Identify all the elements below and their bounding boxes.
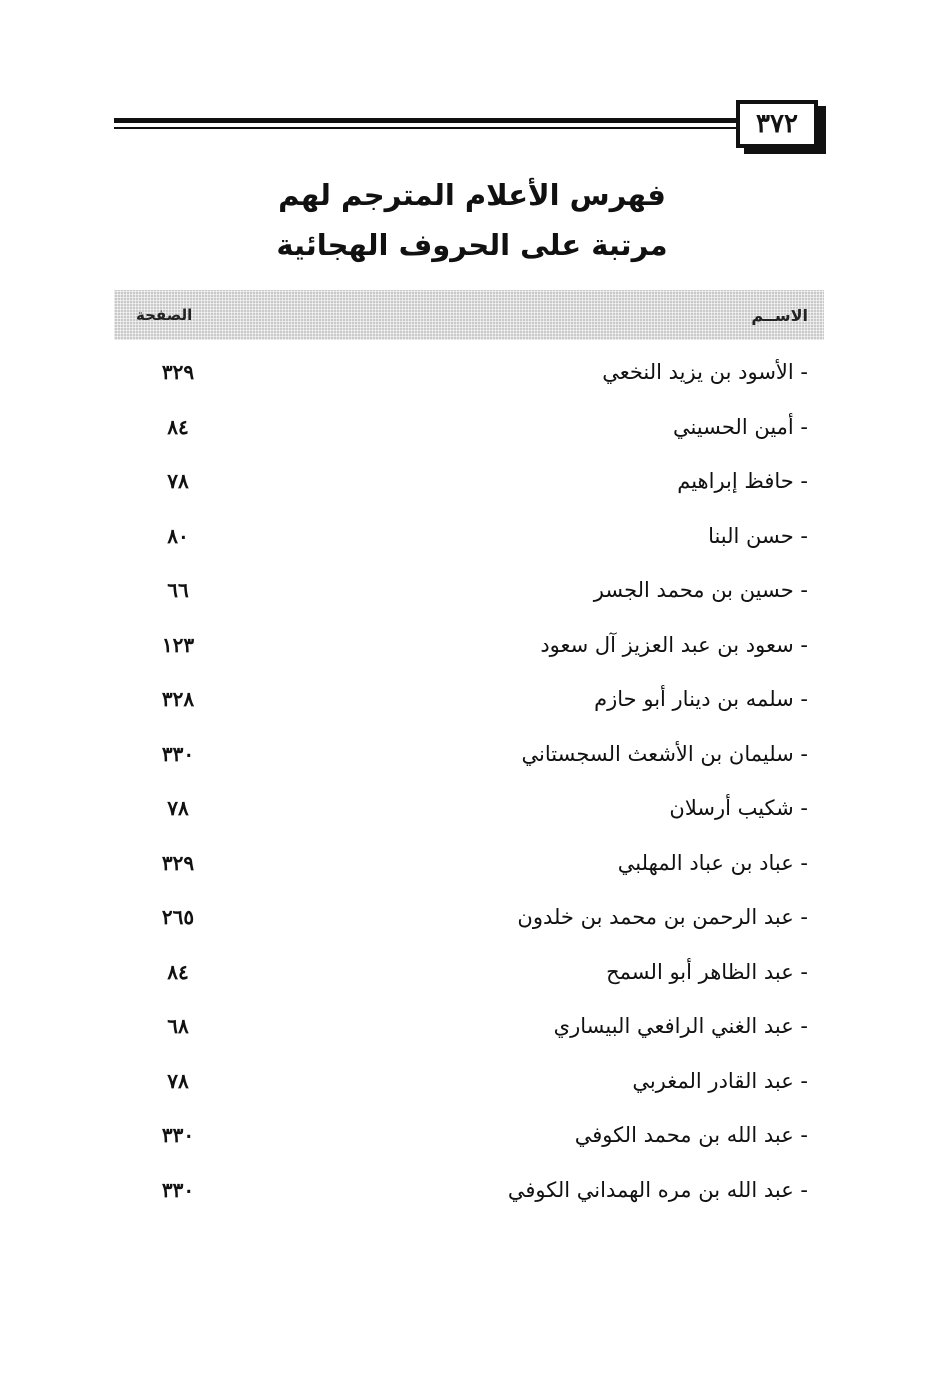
entry-page: ٣٢٨ [161, 687, 195, 711]
index-row [114, 459, 824, 514]
entry-page: ٨٠ [167, 523, 189, 548]
index-row [114, 568, 824, 623]
entry-name: - حافظ إبراهيم [677, 469, 808, 493]
entry-page: ٧٨ [167, 469, 189, 493]
entry-name: - الأسود بن يزيد النخعي [602, 360, 808, 384]
entry-page: ٣٢٩ [161, 360, 195, 384]
entry-name: - عبد الله بن محمد الكوفي [574, 1123, 808, 1147]
entry-page: ٣٣٠ [161, 741, 195, 766]
header-rule-thick [114, 118, 738, 123]
index-row [114, 405, 824, 460]
entry-name: - حسين بن محمد الجسر [593, 578, 808, 602]
entry-page: ١٢٣ [161, 632, 195, 657]
entry-name: - سليمان بن الأشعث السجستاني [521, 741, 808, 766]
entry-page: ٣٣٠ [161, 1123, 195, 1147]
column-header-page: الصفحة [136, 306, 193, 324]
index-row [114, 514, 824, 569]
index-row [114, 1004, 824, 1059]
table-header [114, 290, 824, 340]
entry-name: - عبد القادر المغربي [632, 1068, 808, 1093]
index-row [114, 677, 824, 732]
entry-name: - شكيب أرسلان [669, 796, 808, 820]
index-entries [114, 350, 824, 1222]
entry-name: - حسن البنا [708, 523, 808, 548]
entry-page: ٨٤ [167, 414, 189, 439]
index-row [114, 732, 824, 787]
index-row [114, 350, 824, 405]
page-number: ٣٧٢ [736, 100, 818, 148]
entry-page: ٦٦ [167, 578, 189, 602]
entry-name: - عبد الرحمن بن محمد بن خلدون [517, 905, 808, 929]
index-row [114, 1059, 824, 1114]
entry-name: - عبد الغني الرافعي البيساري [553, 1014, 808, 1038]
entry-page: ٦٨ [167, 1014, 189, 1038]
index-row [114, 623, 824, 678]
index-row [114, 1113, 824, 1168]
index-row [114, 895, 824, 950]
entry-name: - سعود بن عبد العزيز آل سعود [540, 632, 808, 657]
entry-name: - أمين الحسيني [672, 414, 808, 439]
entry-name: - عبد الله بن مره الهمداني الكوفي [507, 1177, 808, 1202]
entry-page: ٢٦٥ [161, 905, 195, 929]
index-row [114, 786, 824, 841]
header-rule-thin [114, 127, 738, 129]
entry-name: - سلمه بن دينار أبو حازم [594, 687, 808, 711]
index-row [114, 950, 824, 1005]
entry-page: ٨٤ [167, 959, 189, 984]
entry-page: ٧٨ [167, 796, 189, 820]
entry-page: ٧٨ [167, 1068, 189, 1093]
entry-name: - عبد الظاهر أبو السمح [606, 959, 808, 984]
column-header-name: الاســم [751, 306, 808, 325]
entry-page: ٣٢٩ [161, 850, 195, 875]
index-title: فهرس الأعلام المترجم لهم [278, 178, 666, 212]
entry-name: - عباد بن عباد المهلبي [617, 850, 808, 875]
index-row [114, 1168, 824, 1223]
index-subtitle: مرتبة على الحروف الهجائية [276, 228, 668, 262]
entry-page: ٣٣٠ [161, 1177, 195, 1202]
index-row [114, 841, 824, 896]
